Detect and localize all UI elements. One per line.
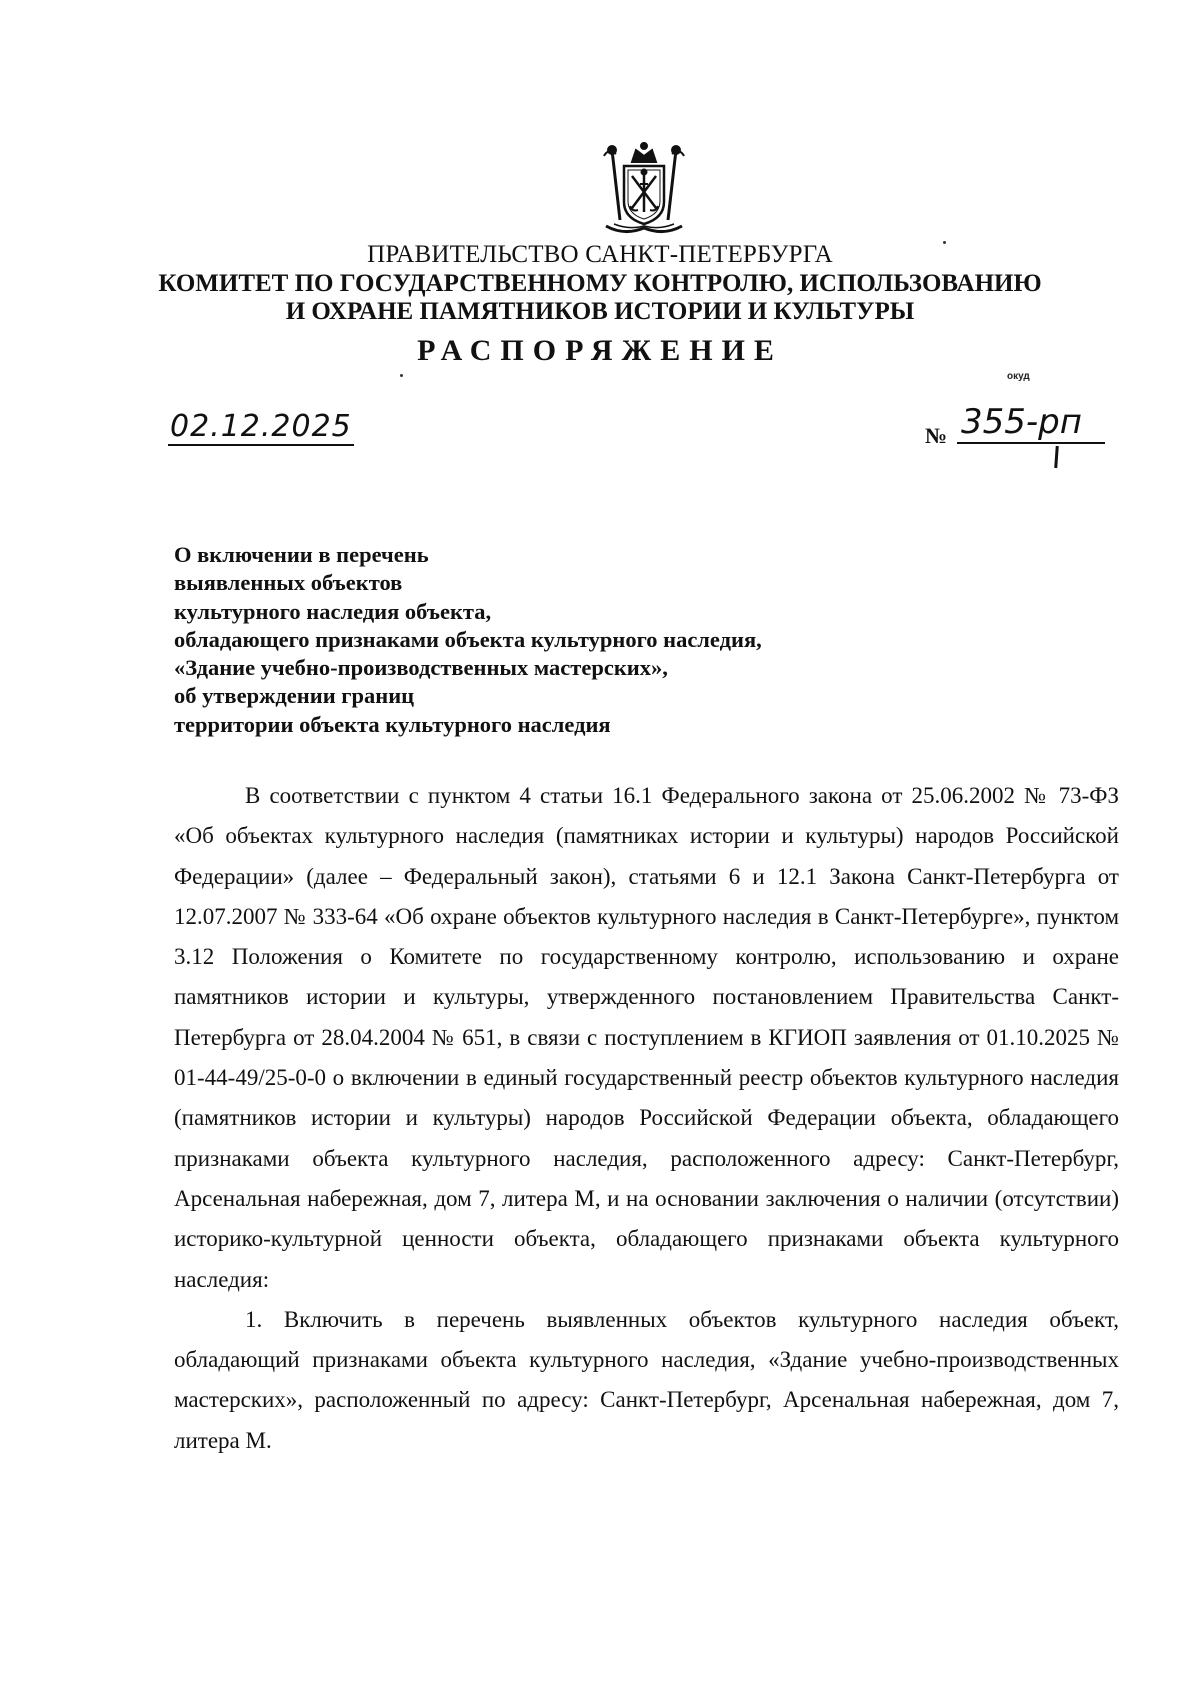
subject-line: об утверждении границ bbox=[174, 683, 415, 709]
subject-line: выявленных объектов bbox=[174, 570, 403, 596]
subject-line: О включении в перечень bbox=[174, 542, 429, 567]
okud-label: окуд bbox=[1007, 371, 1030, 382]
document-subject bbox=[174, 541, 762, 739]
document-type-title: РАСПОРЯЖЕНИЕ bbox=[417, 334, 783, 367]
committee-name-line-2: И ОХРАНЕ ПАМЯТНИКОВ ИСТОРИИ И КУЛЬТУРЫ bbox=[285, 298, 915, 325]
subject-line: территории объекта культурного наследия bbox=[174, 711, 611, 737]
item-1-paragraph: 1. Включить в перечень выявленных объектов культурного наследия объект, обладающий признаками объекта культурного наследия, «Здание учебно-производственных мастерских», расположенный по адресу: Санкт-Петербург, Арсенальная набережная, дом 7, литера М. bbox=[174, 1306, 1119, 1453]
subject-line: обладающего признаками объекта культурного наследия, bbox=[174, 626, 762, 652]
scan-speck bbox=[400, 374, 403, 377]
document-body bbox=[174, 776, 1119, 1461]
subject-line: «Здание учебно-производственных мастерских», bbox=[174, 655, 668, 681]
handwritten-stroke bbox=[1054, 446, 1059, 468]
committee-name-line-1: КОМИТЕТ ПО ГОСУДАРСТВЕННОМУ КОНТРОЛЮ, ИСПОЛЬЗОВАНИЮ bbox=[158, 270, 1042, 297]
subject-line: культурного наследия объекта, bbox=[174, 598, 492, 624]
scan-speck bbox=[943, 241, 946, 244]
preamble-paragraph: В соответствии с пунктом 4 статьи 16.1 Федерального закона от 25.06.2002 № 73-ФЗ «Об объектах культурного наследия (памятниках истории и культуры) народов Российской Федерации» (далее – Федеральный закон), статьями 6 и 12.1 Закона Санкт-Петербурга от 12.07.2007 № 333-64 «Об охране объектов культурного наследия в Санкт-Петербурге», пунктом 3.12 Положения о Комитете по государственному контролю, использованию и охране памятников истории и культуры, утвержденного постановлением Правительства Санкт-Петербурга от 28.04.2004 № 651, в связи с поступлением в КГИОП заявления от 01.10.2025 № 01-44-49/25-0-0 о включении в единый государственный реестр объектов культурного наследия (памятников истории и культуры) народов Российской Федерации объекта, обладающего признаками объекта культурного наследия, расположенного адресу: Санкт-Петербург, Арсенальная набережная, дом 7, литера М, и на основании заключения о наличии (отсутствии) историко-культурной ценности объекта, обладающего признаками объекта культурного наследия: bbox=[174, 783, 1119, 1292]
document-date: 02.12.2025 bbox=[170, 409, 352, 444]
government-name: ПРАВИТЕЛЬСТВО САНКТ-ПЕТЕРБУРГА bbox=[367, 241, 833, 268]
coat-of-arms-icon bbox=[594, 140, 694, 238]
number-label: № bbox=[925, 423, 948, 448]
document-number: 355-рп bbox=[957, 402, 1105, 444]
